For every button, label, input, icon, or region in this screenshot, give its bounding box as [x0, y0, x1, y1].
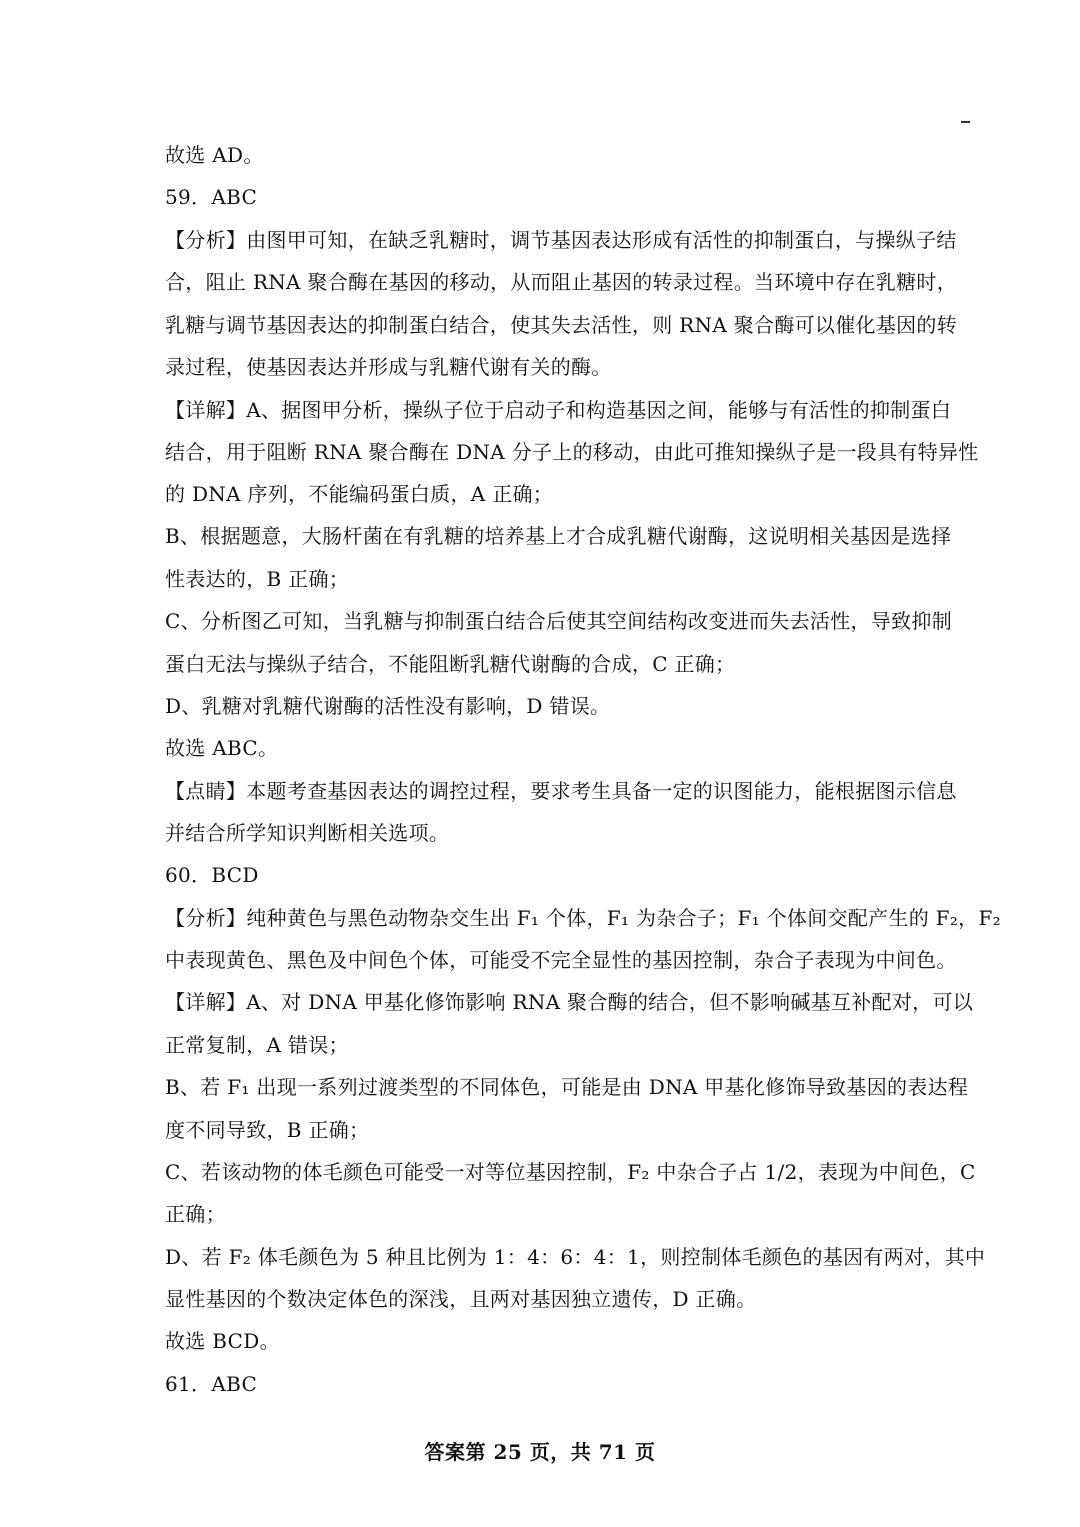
text-line: 【详解】A、据图甲分析，操纵子位于启动子和构造基因之间，能够与有活性的抑制蛋白	[165, 398, 952, 422]
text-line: 【分析】由图甲可知，在缺乏乳糖时，调节基因表达形成有活性的抑制蛋白，与操纵子结	[165, 228, 957, 252]
question-number: 61．ABC	[165, 1372, 258, 1396]
text-line: 故选 BCD。	[165, 1329, 280, 1353]
question-number: 59．ABC	[165, 185, 258, 209]
text-line: B、根据题意，大肠杆菌在有乳糖的培养基上才合成乳糖代谢酶，这说明相关基因是选择	[165, 524, 952, 548]
text-line: 度不同导致，B 正确；	[165, 1118, 370, 1142]
text-line: 合，阻止 RNA 聚合酶在基因的移动，从而阻止基因的转录过程。当环境中存在乳糖时，	[165, 270, 958, 294]
text-line: 性表达的，B 正确；	[165, 567, 350, 591]
text-line: D、乳糖对乳糖代谢酶的活性没有影响，D 错误。	[165, 694, 611, 718]
scan-mark	[961, 121, 970, 123]
text-line: 乳糖与调节基因表达的抑制蛋白结合，使其失去活性，则 RNA 聚合酶可以催化基因的转	[165, 313, 958, 337]
question-number: 60．BCD	[165, 863, 259, 887]
text-line: 结合，用于阻断 RNA 聚合酶在 DNA 分子上的移动，由此可推知操纵子是一段具有特异性	[165, 440, 979, 464]
text-line: 正确；	[165, 1202, 226, 1226]
text-line: B、若 F₁ 出现一系列过渡类型的不同体色，可能是由 DNA 甲基化修饰导致基因的表达程	[165, 1075, 969, 1099]
text-line: 故选 AD。	[165, 143, 264, 167]
text-line: 显性基因的个数决定体色的深浅，且两对基因独立遗传，D 正确。	[165, 1287, 757, 1311]
text-line: 【点睛】本题考查基因表达的调控过程，要求考生具备一定的识图能力，能根据图示信息	[165, 779, 957, 803]
text-line: C、分析图乙可知，当乳糖与抑制蛋白结合后使其空间结构改变进而失去活性，导致抑制	[165, 609, 953, 633]
text-line: 故选 ABC。	[165, 736, 279, 760]
text-line: 并结合所学知识判断相关选项。	[165, 821, 450, 845]
text-line: 中表现黄色、黑色及中间色个体，可能受不完全显性的基因控制，杂合子表现为中间色。	[165, 948, 957, 972]
text-line: 录过程，使基因表达并形成与乳糖代谢有关的酶。	[165, 355, 612, 379]
text-line: C、若该动物的体毛颜色可能受一对等位基因控制，F₂ 中杂合子占 1/2，表现为中间色，C	[165, 1160, 976, 1184]
text-line: D、若 F₂ 体毛颜色为 5 种且比例为 1：4：6：4：1，则控制体毛颜色的基因有两对，其中	[165, 1245, 986, 1269]
text-line: 【分析】纯种黄色与黑色动物杂交生出 F₁ 个体，F₁ 为杂合子；F₁ 个体间交配产生的 F₂，F₂	[165, 906, 1001, 930]
text-line: 蛋白无法与操纵子结合，不能阻断乳糖代谢酶的合成，C 正确；	[165, 652, 736, 676]
text-line: 【详解】A、对 DNA 甲基化修饰影响 RNA 聚合酶的结合，但不影响碱基互补配对，可以	[165, 990, 974, 1014]
text-line: 正常复制，A 错误；	[165, 1033, 349, 1057]
page-footer: 答案第 25 页，共 71 页	[424, 1440, 656, 1464]
text-line: 的 DNA 序列，不能编码蛋白质，A 正确；	[165, 482, 554, 506]
